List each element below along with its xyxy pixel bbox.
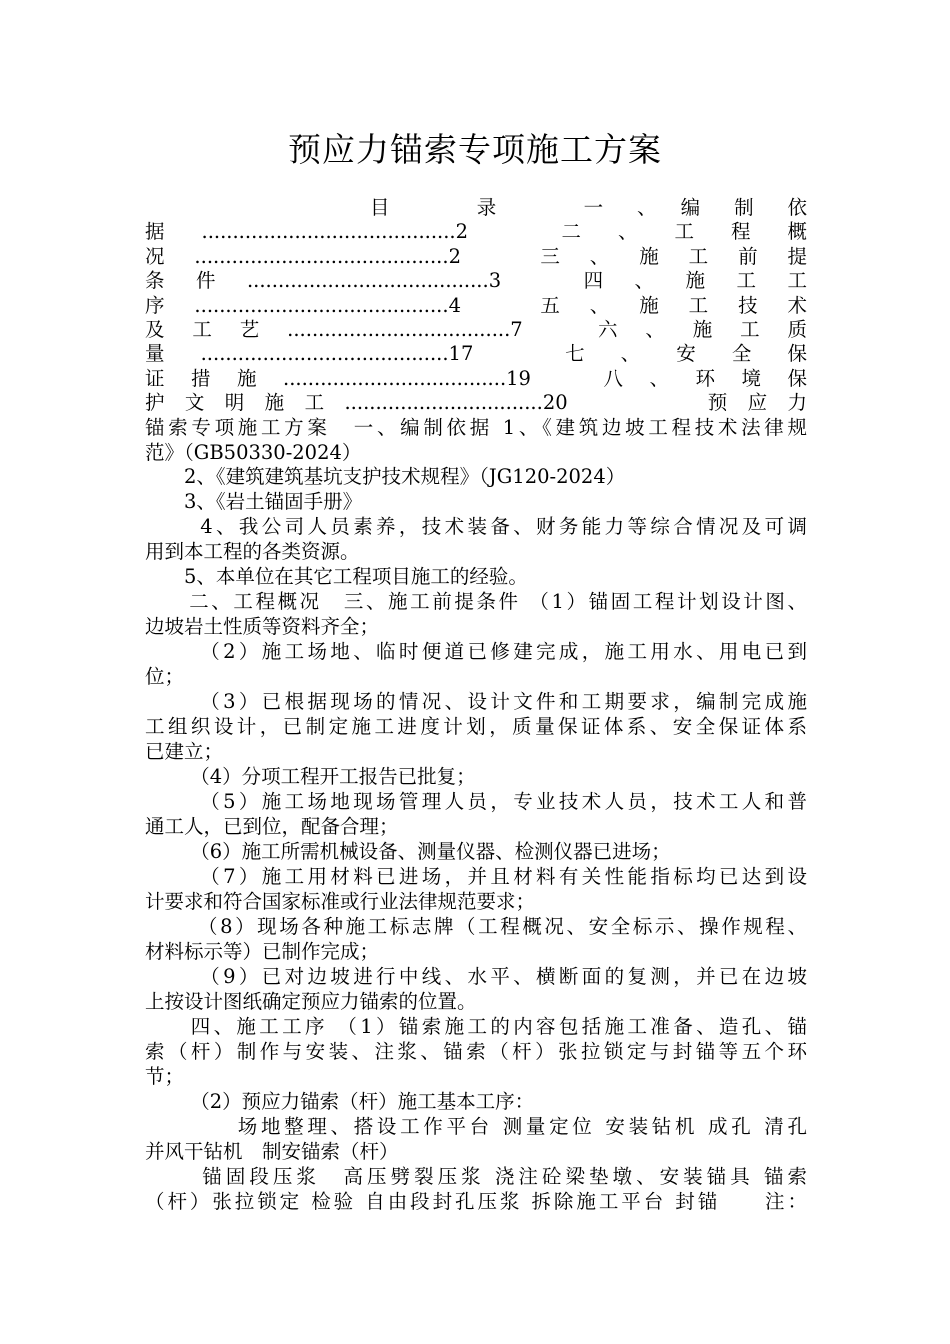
toc-line: 证措施....................................19 八、环境保	[145, 366, 807, 390]
toc-line: 护文明施工................................20 预应力	[145, 391, 807, 415]
body-line: （5）施工场地现场管理人员，专业技术人员，技术工人和普	[145, 790, 807, 814]
toc-line: 据.........................................2 二、工程概	[145, 220, 807, 244]
body-line: 2、《建筑建筑基坑支护技术规程》（JG120-2024）	[145, 465, 626, 489]
body-line: （6）施工所需机械设备、测量仪器、检测仪器已进场；	[145, 840, 671, 864]
body-line: （2）施工场地、临时便道已修建完成，施工用水、用电已到	[145, 640, 807, 664]
body-line: 计要求和符合国家标准或行业法律规范要求；	[145, 890, 536, 914]
body-line: 场地整理、搭设工作平台 测量定位 安装钻机 成孔 清孔	[145, 1115, 807, 1139]
body-line: 范》（GB50330-2024）	[145, 440, 362, 464]
body-line: 上按设计图纸确定预应力锚索的位置。	[145, 990, 477, 1014]
body-line: 四、施工工序 （1）锚索施工的内容包括施工准备、造孔、锚	[145, 1015, 807, 1039]
body-line: 索（杆）制作与安装、注浆、锚索（杆）张拉锁定与封锚等五个环	[145, 1040, 807, 1064]
body-line: 用到本工程的各类资源。	[145, 540, 360, 564]
body-line: 工组织设计，已制定施工进度计划，质量保证体系、安全保证体系	[145, 715, 807, 739]
body-line: 二、工程概况 三、施工前提条件 （1）锚固工程计划设计图、	[145, 590, 807, 614]
body-line: 材料标示等）已制作完成；	[145, 940, 380, 964]
body-line: （7）施工用材料已进场，并且材料有关性能指标均已达到设	[145, 865, 807, 889]
body-line: （8）现场各种施工标志牌（工程概况、安全标示、操作规程、	[145, 915, 807, 939]
body-line: （2）预应力锚索（杆）施工基本工序：	[145, 1090, 535, 1114]
toc-line: 目 录 一 、 编 制 依	[370, 196, 807, 219]
body-line: （4）分项工程开工报告已批复；	[145, 765, 476, 789]
body-line: 锚固段压浆 高压劈裂压浆 浇注砼梁垫墩、安装锚具 锚索	[145, 1165, 807, 1189]
body-line: 5、本单位在其它工程项目施工的经验。	[145, 565, 528, 589]
body-line: （杆）张拉锁定 检验 自由段封孔压浆 拆除施工平台 封锚 注：	[145, 1190, 807, 1214]
body-line: （9）已对边坡进行中线、水平、横断面的复测，并已在边坡	[145, 965, 807, 989]
toc-line: 况.........................................2 三、施工前提	[145, 244, 807, 268]
body-line: 通工人，已到位，配备合理；	[145, 815, 399, 839]
body-line: 并风干钻机 制安锚索（杆）	[145, 1140, 399, 1164]
body-line: 3、《岩土锚固手册》	[145, 490, 363, 514]
body-line: 边坡岩土性质等资料齐全；	[145, 615, 380, 639]
toc-line: 条件.......................................3 四、施工工	[145, 269, 807, 293]
body-line: 锚索专项施工方案 一、编制依据 1、《建筑边坡工程技术法律规	[145, 415, 807, 439]
body-line: （3）已根据现场的情况、设计文件和工期要求，编制完成施	[145, 690, 807, 714]
document-body	[145, 196, 807, 1214]
body-line: 节；	[145, 1065, 185, 1089]
document-title: 预应力锚索专项施工方案	[288, 130, 662, 169]
toc-line: 序.........................................4 五、施工技术	[145, 293, 807, 317]
body-line: 位；	[145, 665, 185, 689]
body-line: 已建立；	[145, 740, 224, 764]
toc-line: 及工艺....................................7 六、施工质	[145, 317, 807, 341]
body-line: 4、我公司人员素养，技术装备、财务能力等综合情况及可调	[145, 515, 807, 539]
toc-line: 量........................................17 七、安全保	[145, 342, 807, 366]
